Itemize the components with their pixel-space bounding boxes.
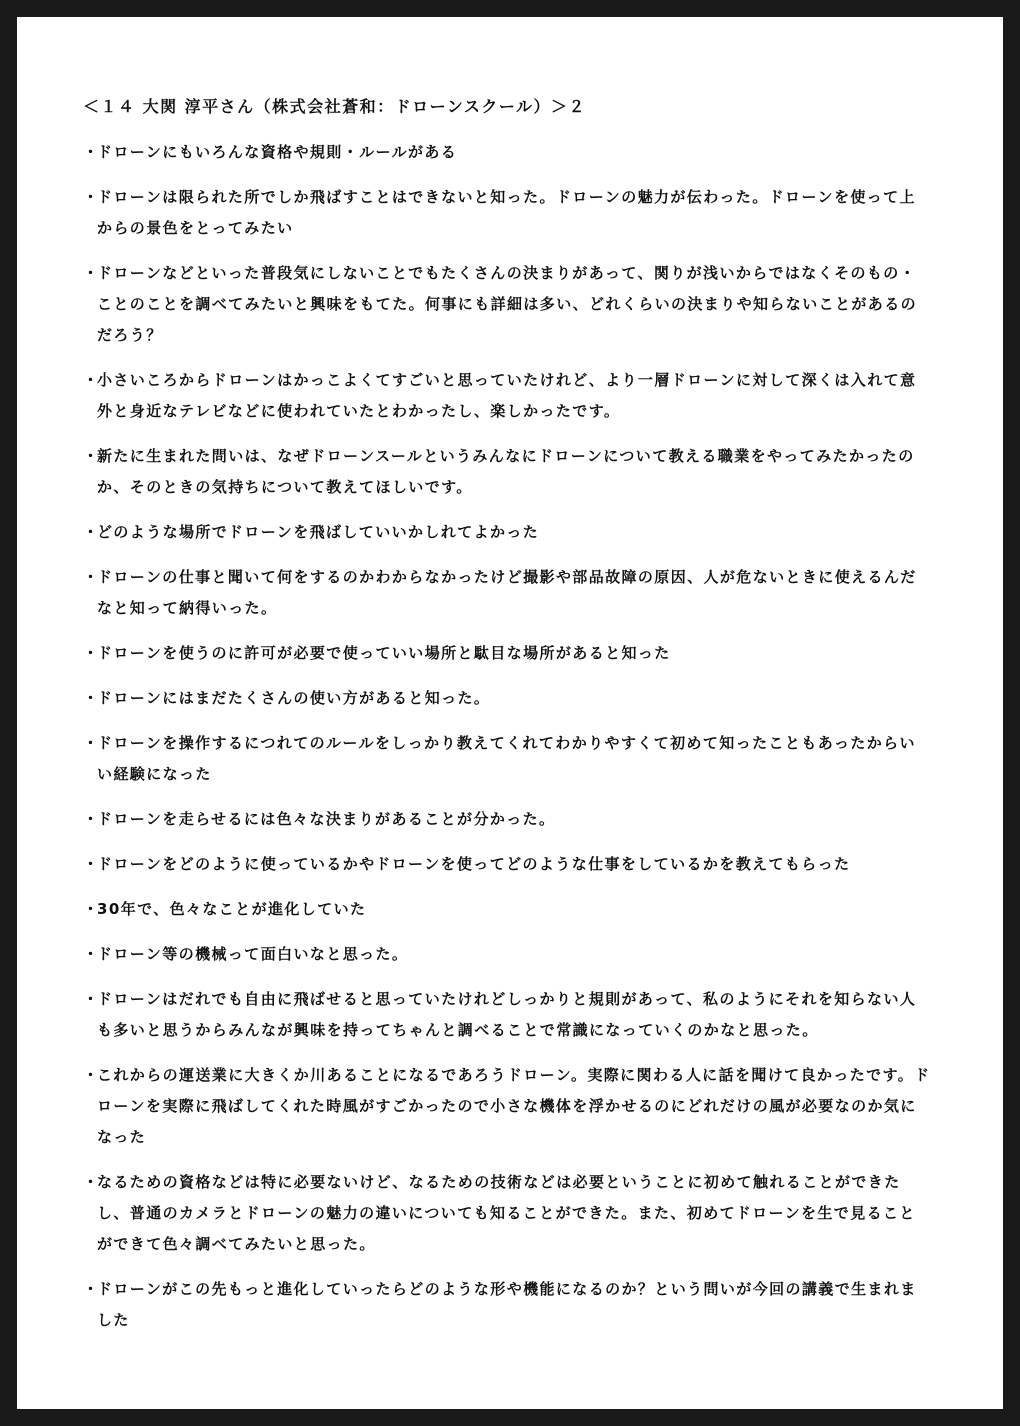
bullet-mark: ・: [83, 188, 100, 206]
bullet-mark: ・: [83, 523, 100, 541]
bullet-mark: ・: [83, 689, 100, 707]
bullet-mark: ・: [83, 734, 100, 752]
list-item-text: ドローンは限られた所でしか飛ばすことはできないと知った。ドローンの魅力が伝わった。ドローンを使って上からの景色をとってみたい: [97, 188, 916, 237]
list-item: [83, 894, 931, 925]
bullet-mark: ・: [83, 945, 100, 963]
page-title: ＜１４ 大関 淳平さん（株式会社蒼和：ドローンスクール）＞２: [83, 97, 587, 116]
document-page: [17, 17, 1003, 1409]
list-item: [83, 517, 931, 548]
bullet-mark: ・: [83, 990, 100, 1008]
list-item-text: ドローンをどのように使っているかやドローンを使ってどのような仕事をしているかを教えてもらった: [97, 855, 851, 873]
list-item-text: これからの運送業に大きくか川あることになるであろうドローン。実際に関わる人に話を聞けて良かったです。ドローンを実際に飛ばしてくれた時風がすごかったので小さな機体を浮かせるのにどれだけの風が必要なのか気になった: [97, 1066, 931, 1146]
list-item-text: なるための資格などは特に必要ないけど、なるための技術などは必要ということに初めて触れることができたし、普通のカメラとドローンの魅力の違いについても知ることができた。また、初めてドローンを生で見ることができて色々調べてみたいと思った。: [97, 1173, 916, 1253]
list-item-text: どのような場所でドローンを飛ばしていいかしれてよかった: [97, 523, 540, 541]
list-item-text: ドローンを操作するにつれてのルールをしっかり教えてくれてわかりやすくて初めて知ったこともあったからいい経験になった: [97, 734, 916, 783]
list-item: [83, 638, 931, 669]
bullet-mark: ・: [83, 855, 100, 873]
list-item-text: 新たに生まれた問いは、なぜドローンスールというみんなにドローンについて教える職業をやってみたかったのか、そのときの気持ちについて教えてほしいです。: [97, 447, 915, 496]
bullet-mark: ・: [83, 810, 100, 828]
list-item: [83, 728, 931, 790]
bullet-mark: ・: [83, 1173, 100, 1191]
list-item-text: ドローンなどといった普段気にしないことでもたくさんの決まりがあって、関りが浅いからではなくそのもの・ことのことを調べてみたいと興味をもてた。何事にも詳細は多い、どれくらいの決まりや知らないことがあるのだろう？: [97, 264, 918, 344]
bullet-mark: ・: [83, 1066, 100, 1084]
list-item-text: ドローンにはまだたくさんの使い方があると知った。: [97, 689, 491, 707]
comment-list: [83, 137, 931, 1336]
list-item: [83, 804, 931, 835]
bullet-mark: ・: [83, 447, 100, 465]
list-item-text: ドローンを使うのに許可が必要で使っていい場所と駄目な場所があると知った: [97, 644, 671, 662]
list-item: [83, 137, 931, 168]
list-item: [83, 441, 931, 503]
list-item-text: ドローンを走らせるには色々な決まりがあることが分かった。: [97, 810, 556, 828]
list-item: [83, 1060, 931, 1153]
list-item-text: ドローンにもいろんな資格や規則・ルールがある: [97, 143, 458, 161]
list-item: [83, 849, 931, 880]
list-item: [83, 939, 931, 970]
bullet-mark: ・: [83, 371, 100, 389]
bullet-mark: ・: [83, 644, 100, 662]
list-item: [83, 182, 931, 244]
bullet-mark: ・: [83, 568, 100, 586]
list-item-text: ドローンの仕事と聞いて何をするのかわからなかったけど撮影や部品故障の原因、人が危ないときに使えるんだなと知って納得いった。: [97, 568, 917, 617]
list-item: [83, 365, 931, 427]
bullet-mark: ・: [83, 900, 100, 918]
list-item: [83, 683, 931, 714]
bullet-mark: ・: [83, 143, 100, 161]
list-item: [83, 1167, 931, 1260]
list-item-text: 小さいころからドローンはかっこよくてすごいと思っていたけれど、より一層ドローンに対して深くは入れて意外と身近なテレビなどに使われていたとわかったし、楽しかったです。: [97, 371, 917, 420]
bullet-mark: ・: [83, 264, 100, 282]
list-item-text: ドローンがこの先もっと進化していったらどのような形や機能になるのか？という問いが今回の講義で生まれました: [97, 1280, 917, 1329]
list-item: [83, 258, 931, 351]
list-item-text: ドローン等の機械って面白いなと思った。: [97, 945, 409, 963]
list-item-text: ドローンはだれでも自由に飛ばせると思っていたけれどしっかりと規則があって、私のようにそれを知らない人も多いと思うからみんなが興味を持ってちゃんと調べることで常識になっていくのかなと思った。: [97, 990, 917, 1039]
list-item: [83, 984, 931, 1046]
list-item: [83, 562, 931, 624]
list-item: [83, 1274, 931, 1336]
list-item-text: 30年で、色々なことが進化していた: [97, 900, 367, 918]
bullet-mark: ・: [83, 1280, 100, 1298]
